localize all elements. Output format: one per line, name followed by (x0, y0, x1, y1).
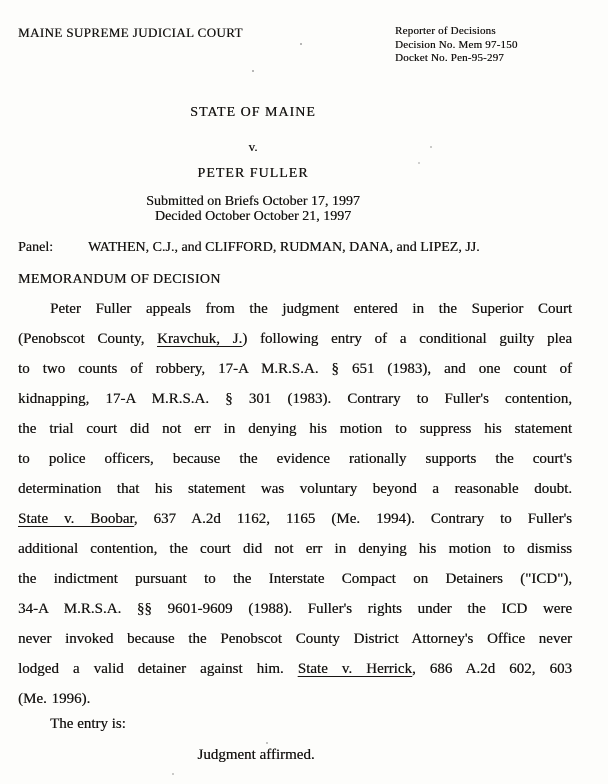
body-text: (Me. 1996). (18, 691, 91, 707)
submitted-date: Submitted on Briefs October 17, 1997 (146, 194, 360, 209)
body-line (18, 384, 572, 414)
body-text: to police officers, because the evidence rationally supports the court's (18, 451, 572, 467)
body-line (18, 534, 572, 564)
reporter-of-decisions: Reporter of Decisions (395, 25, 496, 37)
body-line (18, 654, 572, 684)
caption-versus: v. (248, 139, 258, 154)
body-text: the trial court did not err in denying his motion to suppress his statement (18, 421, 572, 437)
disposition: Judgment affirmed. (197, 747, 315, 763)
case-citation: State v. Herrick (297, 661, 412, 677)
body-line (18, 474, 572, 504)
body-text: Peter Fuller appeals from the judgment entered in the Superior Court (50, 301, 572, 317)
decision-number: Decision No. Mem 97-150 (395, 38, 518, 51)
body-line (18, 504, 572, 534)
scan-speck (172, 773, 174, 775)
body-line (18, 324, 572, 354)
body-text: additional contention, the court did not err in denying his motion to dismiss (18, 541, 572, 557)
body-text: , 686 A.2d 602, 603 (411, 661, 572, 677)
body-line (18, 594, 572, 624)
body-line (18, 444, 572, 474)
body-text: (Penobscot County, (18, 331, 158, 347)
body-line (18, 564, 572, 594)
body-text: to two counts of robbery, 17-A M.R.S.A. § 651 (1983), and one count of (18, 361, 572, 377)
caption-defendant: PETER FULLER (197, 166, 309, 181)
body-text: ) following entry of a conditional guilty plea (242, 331, 572, 347)
panel-label: Panel: (18, 240, 53, 255)
body-text: , 637 A.2d 1162, 1165 (Me. 1994). Contrary to Fuller's (133, 511, 572, 527)
body-line (18, 414, 572, 444)
panel-row (18, 240, 480, 256)
scan-speck (300, 43, 302, 45)
case-citation: Kravchuk, J. (157, 331, 243, 347)
body-text: kidnapping, 17-A M.R.S.A. § 301 (1983). Contrary to Fuller's contention, (18, 391, 572, 407)
body-line (18, 624, 572, 654)
court-name: MAINE SUPREME JUDICIAL COURT (18, 25, 243, 40)
body-line (18, 684, 572, 714)
body-text: 34-A M.R.S.A. §§ 9601-9609 (1988). Fuller's rights under the ICD were (18, 601, 572, 617)
body-line (18, 294, 572, 324)
panel-members: WATHEN, C.J., and CLIFFORD, RUDMAN, DANA, and LIPEZ, JJ. (88, 240, 480, 255)
scan-speck (266, 742, 268, 744)
caption-dates (0, 195, 506, 224)
scan-speck (418, 162, 420, 164)
decided-date: Decided October October 21, 1997 (154, 208, 352, 224)
reporter-block (395, 25, 518, 66)
body-text: lodged a valid detainer against him. (18, 661, 298, 677)
body-text: the indictment pursuant to the Interstate Compact on Detainers ("ICD"), (18, 571, 572, 587)
body-text: never invoked because the Penobscot County District Attorney's Office never (18, 631, 572, 647)
body-line (18, 354, 572, 384)
docket-number: Docket No. Pen-95-297 (395, 52, 504, 64)
body-text: determination that his statement was voluntary beyond a reasonable doubt. (18, 481, 572, 497)
case-citation: State v. Boobar (18, 511, 134, 527)
scan-speck (430, 146, 432, 148)
caption-plaintiff: STATE OF MAINE (190, 105, 316, 120)
scan-speck (252, 70, 254, 72)
opinion-body (18, 294, 572, 714)
memorandum-heading: MEMORANDUM OF DECISION (18, 272, 221, 287)
entry-lead: The entry is: (50, 716, 126, 732)
